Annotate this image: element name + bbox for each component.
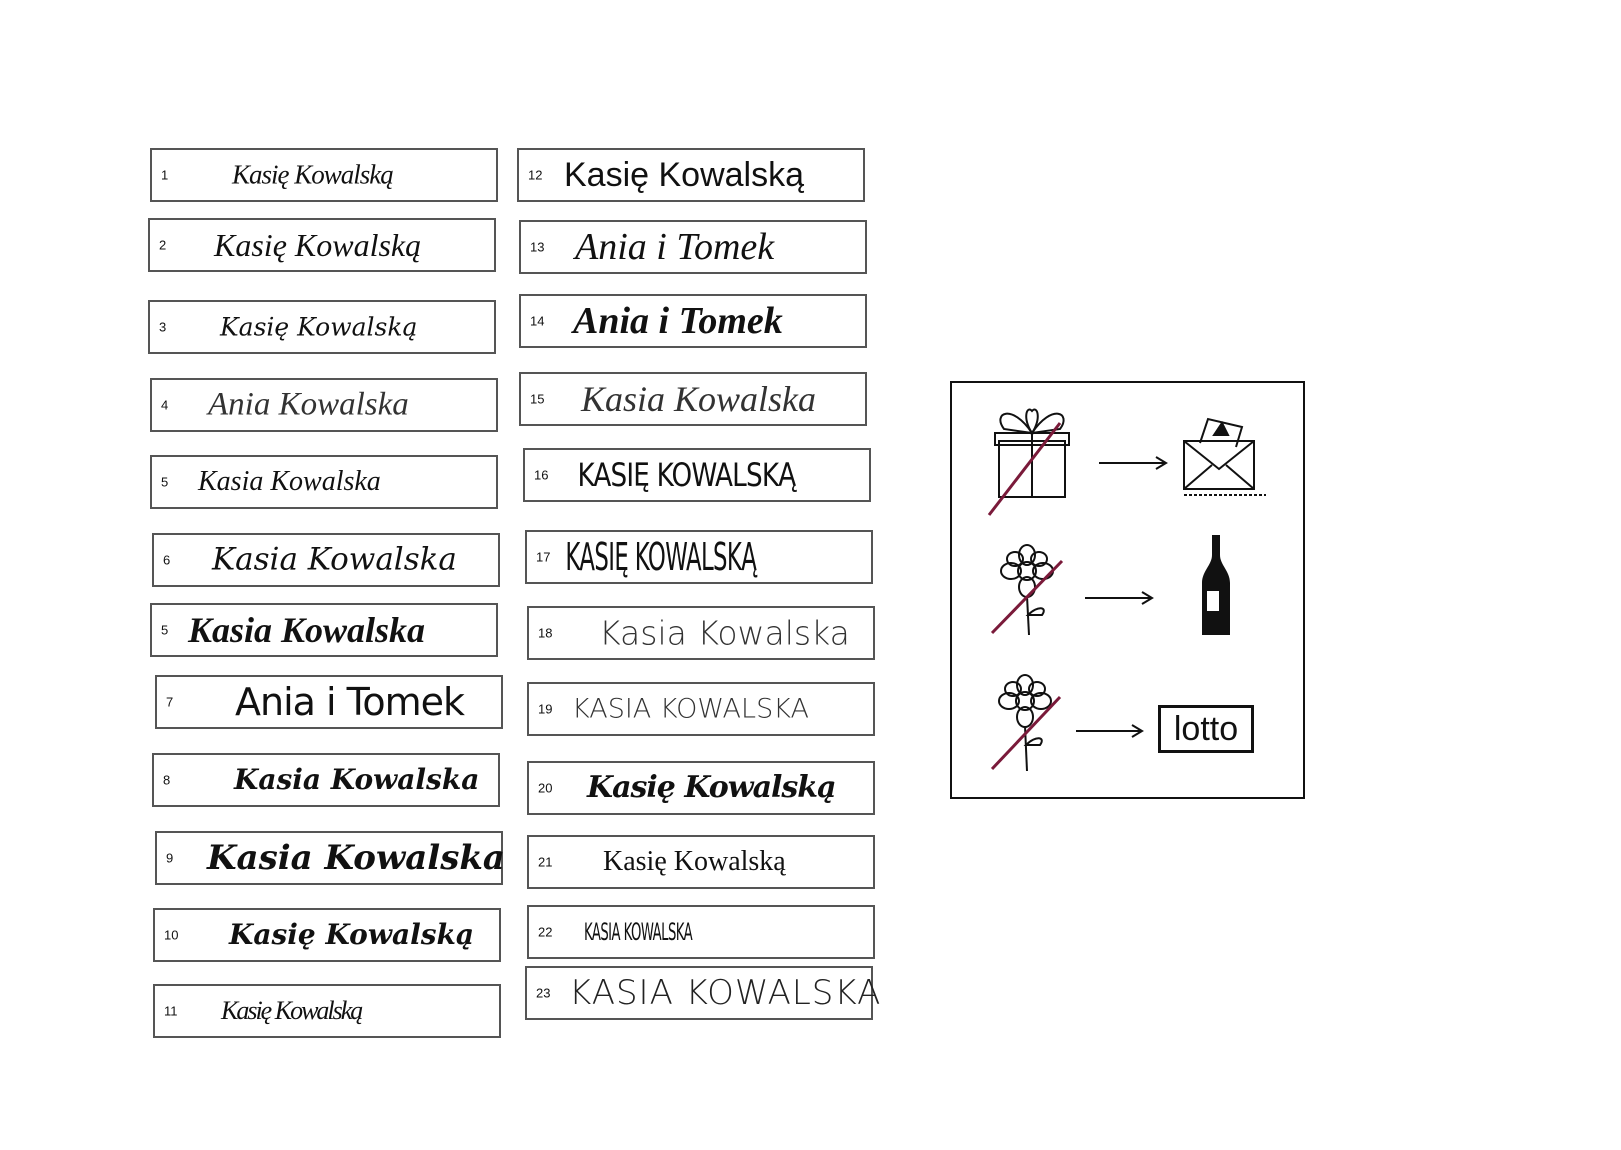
font-number: 10 xyxy=(164,927,179,943)
font-number: 6 xyxy=(163,552,171,568)
arrow-icon xyxy=(1076,725,1142,737)
font-sample-box xyxy=(517,148,865,202)
font-sample-box xyxy=(519,220,867,274)
font-sample-box xyxy=(527,606,875,660)
font-sample-text: Kasię Kowalską xyxy=(221,996,362,1025)
font-sample-text: Kasię Kowalską xyxy=(214,227,422,263)
font-sample-box xyxy=(152,753,500,807)
font-number: 19 xyxy=(538,701,553,717)
font-number: 16 xyxy=(534,467,549,483)
font-number: 23 xyxy=(536,985,551,1001)
font-sample-box xyxy=(153,984,501,1038)
wine-bottle-icon xyxy=(1202,535,1230,635)
font-sample-text: Kasię Kowalską xyxy=(229,918,475,951)
font-sample-box xyxy=(527,905,875,959)
font-number: 22 xyxy=(538,924,553,940)
flower-icon xyxy=(1001,545,1053,635)
font-number: 12 xyxy=(528,167,543,183)
flower-icon xyxy=(999,675,1051,771)
envelope-icon xyxy=(1184,419,1266,495)
font-sample-box xyxy=(519,372,867,426)
arrow-icon xyxy=(1085,592,1152,604)
font-sample-box xyxy=(150,603,498,657)
font-sample-box xyxy=(152,533,500,587)
font-sample-box xyxy=(155,831,503,885)
font-sample-text: Ania i Tomek xyxy=(235,680,465,724)
font-sample-text: Kasia Kowalska xyxy=(207,838,505,878)
font-sample-text: Kasia Kowalska xyxy=(599,613,850,653)
font-sample-text: Kasia Kowalska xyxy=(234,763,480,796)
font-sample-text: Kasię Kowalską xyxy=(232,159,393,190)
font-sample-box xyxy=(527,682,875,736)
font-number: 21 xyxy=(538,854,553,870)
font-sample-box xyxy=(527,761,875,815)
font-number: 15 xyxy=(530,391,545,407)
font-number: 3 xyxy=(159,319,167,335)
font-sample-text: KASIA KOWALSKA xyxy=(569,973,882,1013)
font-sample-text: Kasia Kowalska xyxy=(188,610,426,650)
font-sample-text: Kasia Kowalska xyxy=(581,379,817,419)
font-number: 9 xyxy=(166,850,174,866)
font-number: 5 xyxy=(161,474,169,490)
font-sample-text: Ania i Tomek xyxy=(573,300,783,342)
font-sample-text: Ania i Tomek xyxy=(575,226,775,268)
strike-line xyxy=(992,561,1062,633)
font-sample-box xyxy=(527,835,875,889)
font-sample-text: Kasia Kowalska xyxy=(212,541,457,578)
font-sample-text: Kasię Kowalską xyxy=(587,770,836,805)
font-number: 5 xyxy=(161,622,169,638)
font-sample-text: Ania Kowalska xyxy=(208,386,409,423)
font-sample-text: Kasia Kowalska xyxy=(198,466,381,497)
font-number: 1 xyxy=(161,167,169,183)
font-sample-text: Kasię Kowalską xyxy=(220,312,418,342)
font-sample-text: Kasię Kowalską xyxy=(603,846,786,877)
font-sample-text: KASIĘ KOWALSKĄ xyxy=(565,535,757,579)
font-number: 8 xyxy=(163,772,171,788)
font-number: 14 xyxy=(530,313,545,329)
font-number: 11 xyxy=(164,1003,178,1019)
font-sample-text: KASIĘ KOWALSKĄ xyxy=(577,456,796,494)
font-number: 17 xyxy=(536,549,551,565)
font-number: 2 xyxy=(159,237,167,253)
font-sample-box xyxy=(525,530,873,584)
font-sample-text: KASIA KOWALSKA xyxy=(572,693,809,725)
font-number: 4 xyxy=(161,397,169,413)
font-sample-box xyxy=(519,294,867,348)
font-number: 7 xyxy=(166,694,174,710)
font-sample-box xyxy=(148,300,496,354)
font-sample-box xyxy=(153,908,501,962)
font-sample-box xyxy=(523,448,871,502)
font-sample-text: Kasię Kowalską xyxy=(564,156,805,194)
font-sample-box xyxy=(148,218,496,272)
font-sample-box xyxy=(150,148,498,202)
arrow-icon xyxy=(1099,457,1166,469)
font-number: 20 xyxy=(538,780,553,796)
gift-icon xyxy=(995,410,1069,497)
font-number: 18 xyxy=(538,625,553,641)
font-sample-box xyxy=(525,966,882,1020)
font-sample-box xyxy=(150,378,498,432)
font-sample-box xyxy=(155,675,503,729)
lotto-ticket: lotto xyxy=(1158,705,1254,753)
font-sample-box xyxy=(150,455,498,509)
font-sample-text: KASIA KOWALSKA xyxy=(584,918,693,946)
font-number: 13 xyxy=(530,239,545,255)
